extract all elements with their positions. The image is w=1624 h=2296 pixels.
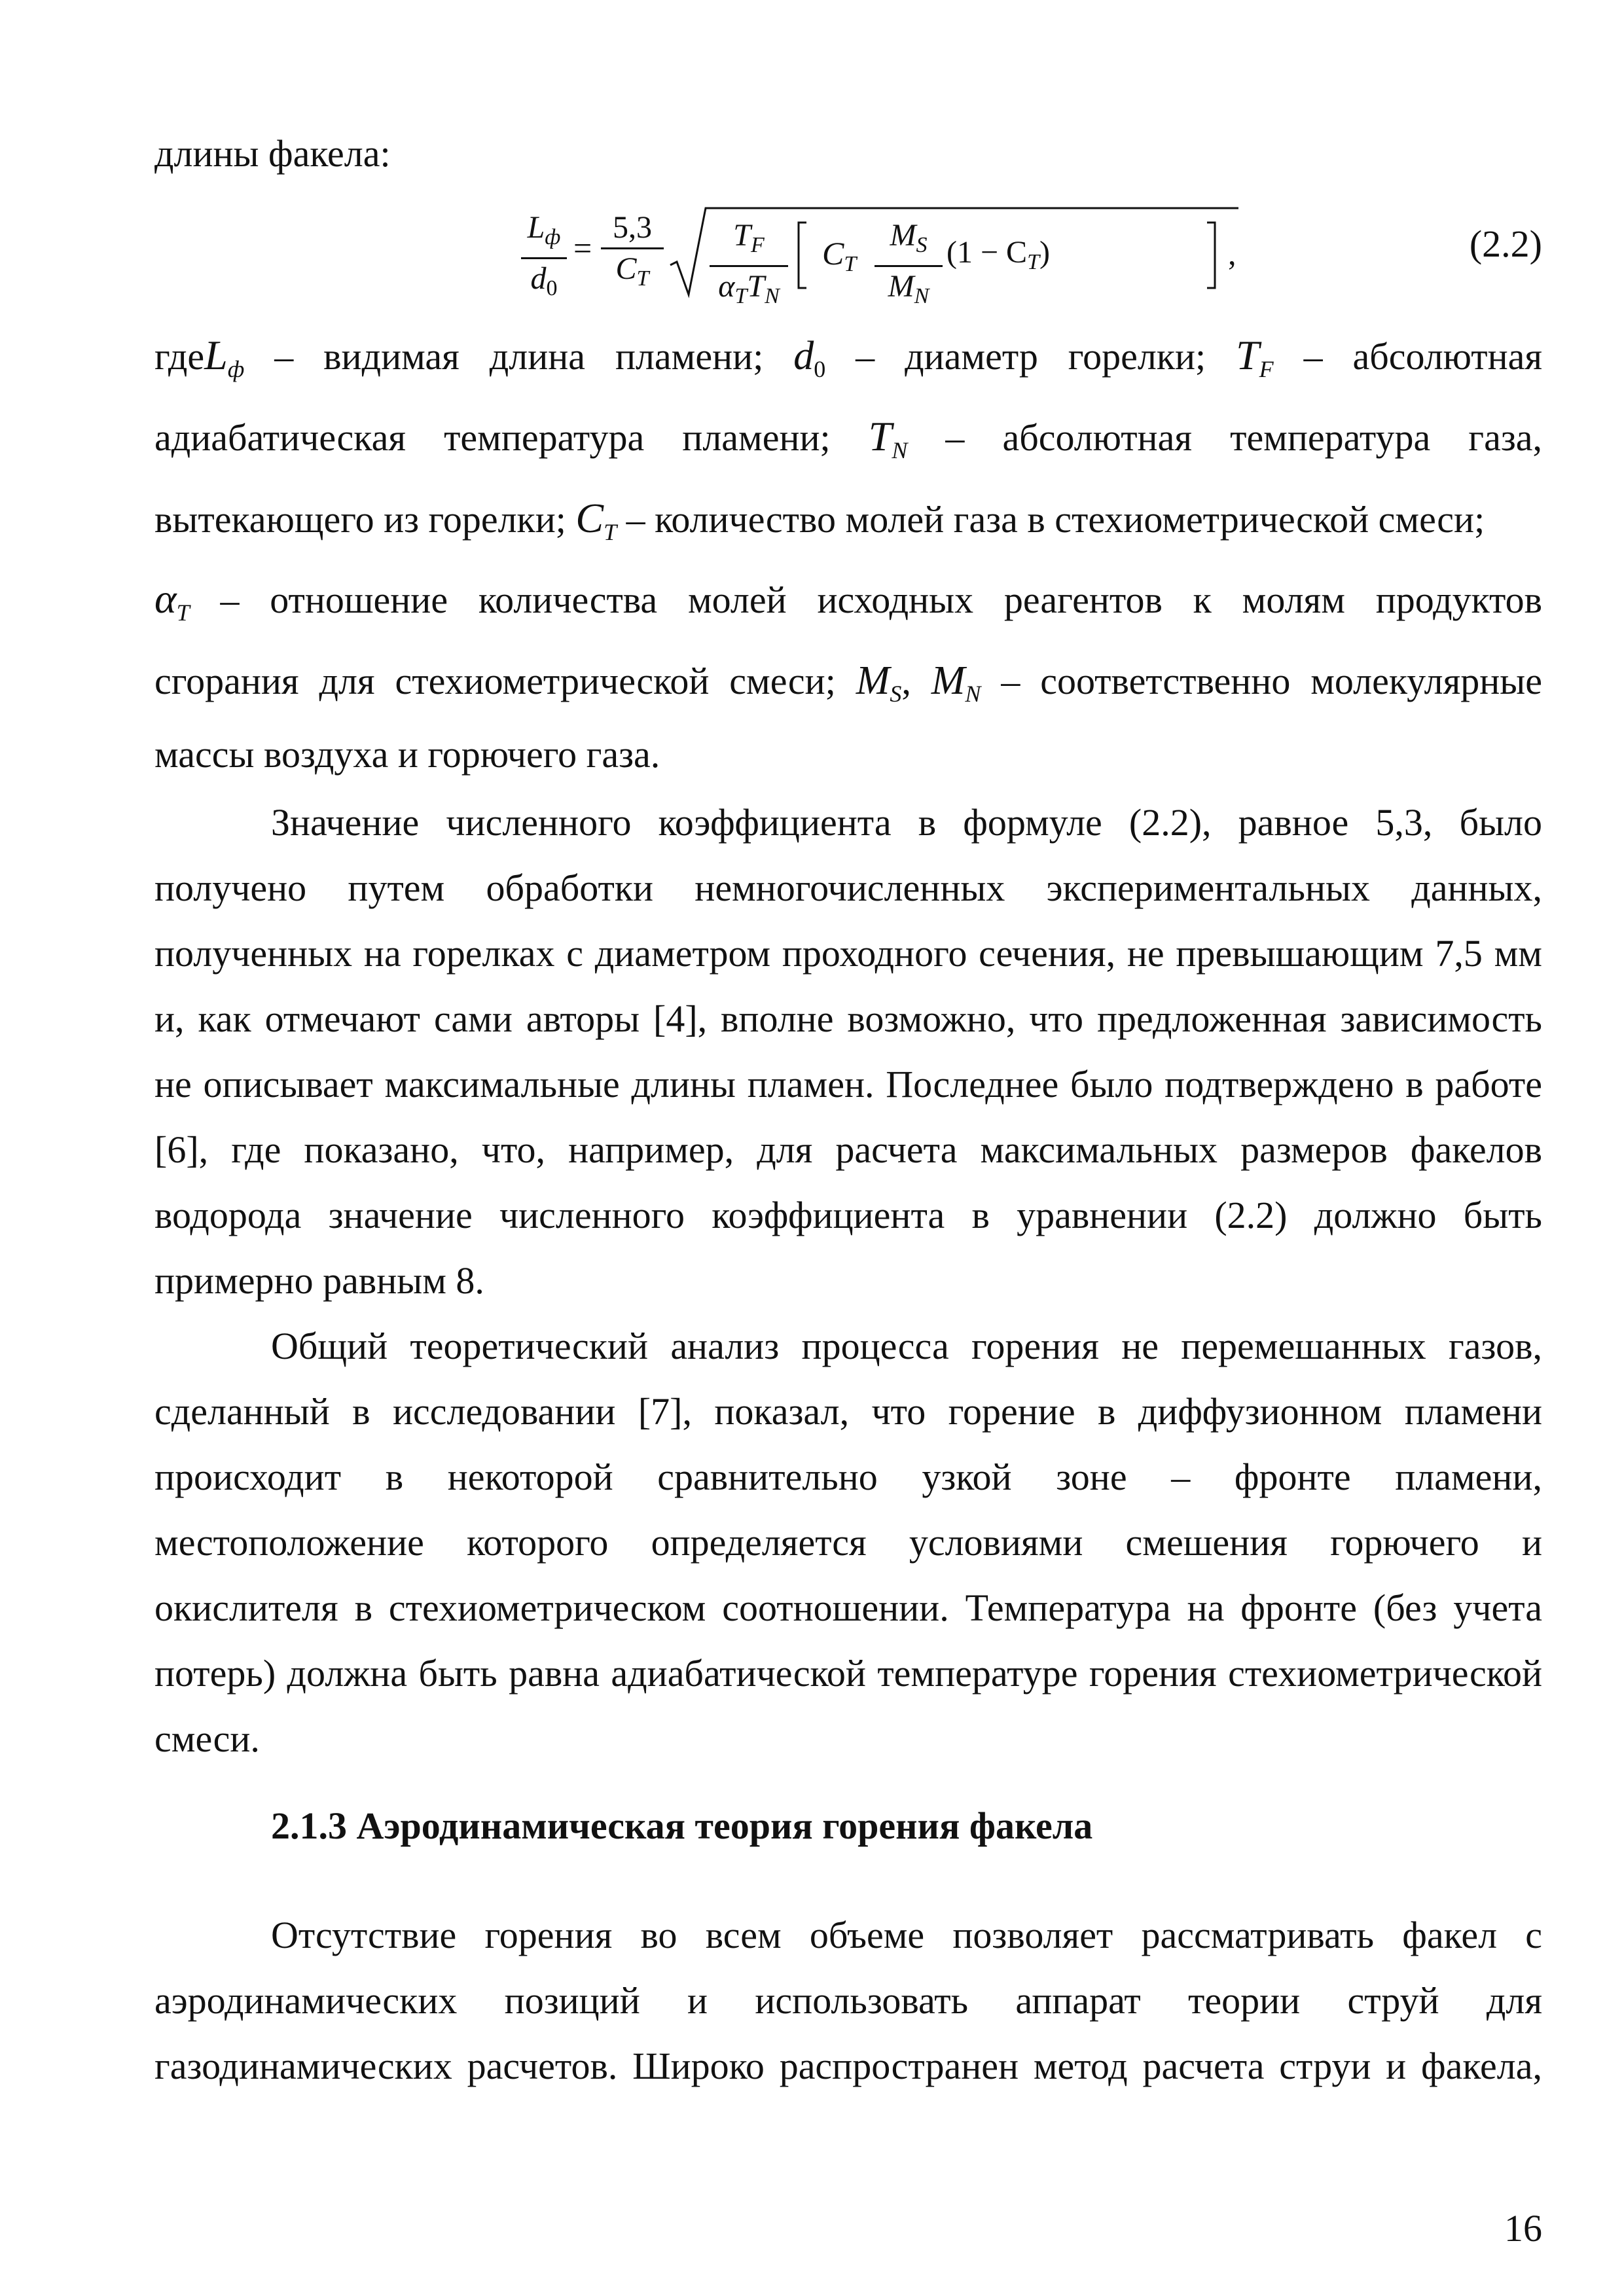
para1-line: полученных на горелках с диаметром проходного сечения, не превышающим 7,5 мм bbox=[154, 932, 1542, 975]
para1-line: получено путем обработки немногочисленных экспериментальных данных, bbox=[154, 867, 1542, 909]
where-line-5: сгорания для стехиометрической смеси; $M_S$, $M_N$ – соответственно молекулярные bbox=[154, 658, 1543, 707]
para1-line: [6], где показано, что, например, для расчета максимальных размеров факелов bbox=[154, 1128, 1542, 1171]
para1-line: не описывает максимальные длины пламен. Последнее было подтверждено в работе bbox=[154, 1063, 1542, 1105]
para2-line: смеси. bbox=[154, 1717, 260, 1760]
where-line-6: массы воздуха и горючего газа. bbox=[154, 733, 660, 776]
para2-line: окислителя в стехиометрическом соотношении. Температура на фронте (без учета bbox=[154, 1587, 1542, 1629]
document-page bbox=[154, 0, 1542, 2296]
para3-line: аэродинамических позиций и использовать аппарат теории струй для bbox=[154, 1979, 1542, 2022]
para2-line: сделанный в исследовании [7], показал, что горение в диффузионном пламени bbox=[154, 1390, 1542, 1433]
para1-line: водорода значение численного коэффициента в уравнении (2.2) должно быть bbox=[154, 1194, 1542, 1236]
where-line-4: $\alpha_T$ – отношение количества молей исходных реагентов к молям продуктов bbox=[154, 575, 1542, 626]
equation-number: (2.2) bbox=[1469, 223, 1542, 265]
formula-equals: = bbox=[573, 230, 592, 266]
formula-ct: $C_T$ bbox=[822, 235, 857, 276]
para1-line: примерно равным 8. bbox=[154, 1259, 484, 1302]
formula-coefficient: 5,3 $C_T$ bbox=[601, 209, 664, 297]
para2-line: происходит в некоторой сравнительно узкой зоне – фронте пламени, bbox=[154, 1456, 1542, 1498]
formula-molar-ratio: $M_S$ $M_N$ bbox=[875, 217, 943, 315]
section-heading: 2.1.3 Аэродинамическая теория горения факела bbox=[271, 1804, 1093, 1847]
formula-2-2 bbox=[521, 196, 1241, 308]
where-line-1: гдеL$_ф$ – видимая длина пламени; $d_0$ – диаметр горелки; $T_F$ – абсолютная bbox=[154, 332, 1543, 382]
where-line-2: адиабатическая температура пламени; $T_N$ – абсолютная температура газа, bbox=[154, 413, 1542, 463]
para3-line: газодинамических расчетов. Широко распространен метод расчета струи и факела, bbox=[154, 2045, 1542, 2087]
formula-tail: $(1 - C_T)$ bbox=[947, 235, 1050, 274]
para2-line: местоположение которого определяется условиями смешения горючего и bbox=[154, 1521, 1542, 1564]
para1-line: Значение численного коэффициента в формуле (2.2), равное 5,3, было bbox=[271, 801, 1542, 844]
where-line-3: вытекающего из горелки; $C_T$ – количество молей газа в стехиометрической смеси; bbox=[154, 495, 1485, 545]
formula-lhs: $L_ф$ $d_0$ bbox=[521, 209, 567, 307]
page-number: 16 bbox=[1504, 2207, 1542, 2250]
formula-comma: , bbox=[1228, 235, 1236, 272]
formula-inner-fraction: $T_F$ $\alpha_TT_N$ bbox=[710, 217, 788, 315]
para1-line: и, как отмечают сами авторы [4], вполне возможно, что предложенная зависимость bbox=[154, 997, 1542, 1040]
para2-line: Общий теоретический анализ процесса горения не перемешанных газов, bbox=[271, 1325, 1542, 1367]
para3-line: Отсутствие горения во всем объеме позволяет рассматривать факел с bbox=[271, 1914, 1542, 1956]
para2-line: потерь) должна быть равна адиабатической температуре горения стехиометрической bbox=[154, 1652, 1542, 1695]
intro-line: длины факела: bbox=[154, 132, 391, 175]
